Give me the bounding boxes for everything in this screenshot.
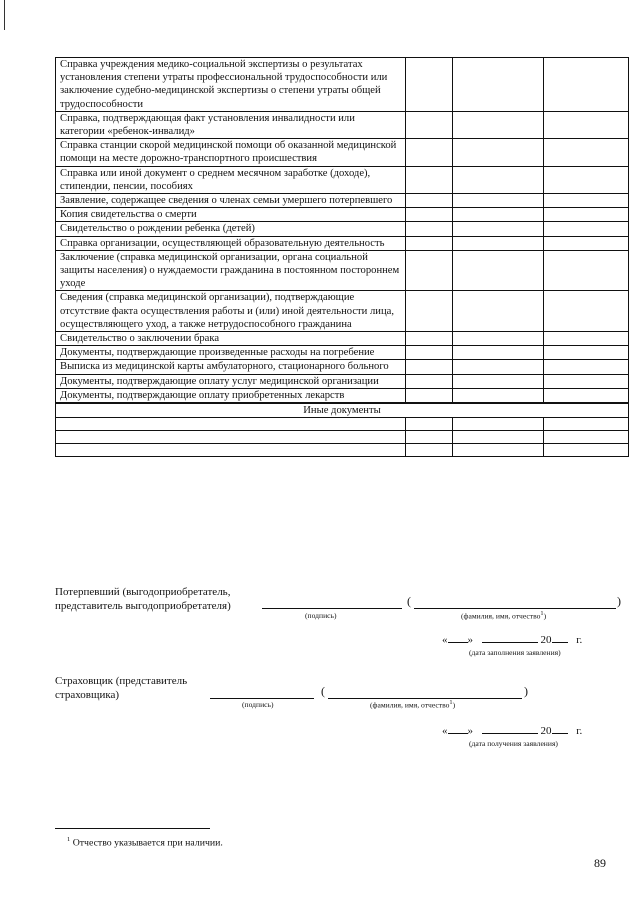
victim-name-line[interactable]	[414, 608, 616, 609]
mark-cell[interactable]	[453, 388, 544, 403]
date-year-suffix: г.	[576, 634, 583, 646]
document-row	[56, 236, 629, 250]
mark-cell[interactable]	[544, 332, 629, 346]
document-name-cell: Справка станции скорой медицинской помощи об оказанной медицинской помощи на месте дорожно-транспортного происшествия	[56, 139, 406, 166]
mark-cell[interactable]	[544, 166, 629, 193]
mark-cell[interactable]	[406, 388, 453, 403]
document-name-cell: Документы, подтверждающие оплату услуг медицинской организации	[56, 374, 406, 388]
mark-cell[interactable]	[453, 111, 544, 138]
victim-signature-label: Потерпевший (выгодоприобретатель, представитель выгодоприобретателя)	[55, 586, 231, 612]
mark-cell[interactable]	[453, 58, 544, 112]
victim-year-field[interactable]	[552, 632, 568, 643]
mark-cell[interactable]	[544, 58, 629, 112]
date-close-quote: »	[467, 725, 473, 737]
mark-cell[interactable]	[406, 166, 453, 193]
victim-signature-caption: (подпись)	[305, 611, 337, 620]
other-documents-row	[56, 418, 629, 431]
footnote	[67, 836, 223, 848]
document-name-cell: Документы, подтверждающие оплату приобретенных лекарств	[56, 388, 406, 403]
insurer-name-close-paren: )	[524, 684, 528, 698]
mark-cell[interactable]	[544, 346, 629, 360]
document-name-cell: Заключение (справка медицинской организации, органа социальной защиты населения) о нуждаемости гражданина в постоянном постороннем уходе	[56, 250, 406, 291]
mark-cell[interactable]	[453, 374, 544, 388]
mark-cell[interactable]	[453, 360, 544, 374]
victim-name-close-paren: )	[617, 594, 621, 608]
document-name-cell: Справка или иной документ о среднем месячном заработке (доходе), стипендии, пенсии, пособиях	[56, 166, 406, 193]
mark-cell[interactable]	[406, 58, 453, 112]
mark-cell[interactable]	[406, 418, 453, 431]
victim-month-field[interactable]	[482, 632, 538, 643]
mark-cell[interactable]	[544, 208, 629, 222]
insurer-date-row	[442, 723, 582, 737]
date-open-quote: «	[442, 634, 448, 646]
document-name-cell: Сведения (справка медицинской организации), подтверждающие отсутствие факта осуществления работы и (или) иной деятельности лица, осуществляющего уход, а также нетрудоспособного гражданина	[56, 291, 406, 332]
mark-cell[interactable]	[544, 194, 629, 208]
date-year-prefix: 20	[540, 725, 552, 737]
insurer-year-field[interactable]	[552, 723, 568, 734]
victim-date-row	[442, 632, 582, 646]
insurer-month-field[interactable]	[482, 723, 538, 734]
document-row	[56, 111, 629, 138]
document-row	[56, 346, 629, 360]
mark-cell[interactable]	[406, 139, 453, 166]
document-name-cell: Справка, подтверждающая факт установления инвалидности или категории «ребенок-инвалид»	[56, 111, 406, 138]
mark-cell[interactable]	[453, 346, 544, 360]
victim-day-field[interactable]	[448, 632, 468, 643]
document-name-cell[interactable]	[56, 444, 406, 457]
insurer-date-caption: (дата получения заявления)	[469, 739, 558, 748]
mark-cell[interactable]	[406, 360, 453, 374]
mark-cell[interactable]	[406, 208, 453, 222]
document-name-cell: Выписка из медицинской карты амбулаторного, стационарного больного	[56, 360, 406, 374]
mark-cell[interactable]	[406, 111, 453, 138]
mark-cell[interactable]	[406, 222, 453, 236]
mark-cell[interactable]	[453, 444, 544, 457]
insurer-signature-line[interactable]	[210, 698, 314, 699]
date-close-quote: »	[467, 634, 473, 646]
mark-cell[interactable]	[453, 236, 544, 250]
insurer-name-caption: (фамилия, имя, отчество$^1$)	[370, 699, 456, 710]
insurer-day-field[interactable]	[448, 723, 468, 734]
mark-cell[interactable]	[453, 208, 544, 222]
mark-cell[interactable]	[406, 194, 453, 208]
date-year-prefix: 20	[540, 634, 552, 646]
mark-cell[interactable]	[406, 291, 453, 332]
mark-cell[interactable]	[544, 111, 629, 138]
mark-cell[interactable]	[406, 444, 453, 457]
document-name-cell: Свидетельство о заключении брака	[56, 332, 406, 346]
document-row	[56, 332, 629, 346]
other-documents-row	[56, 444, 629, 457]
footnote-text: Отчество указывается при наличии.	[70, 837, 223, 849]
mark-cell[interactable]	[453, 431, 544, 444]
mark-cell[interactable]	[544, 291, 629, 332]
document-name-cell: Справка организации, осуществляющей образовательную деятельность	[56, 236, 406, 250]
mark-cell[interactable]	[406, 431, 453, 444]
document-row	[56, 374, 629, 388]
mark-cell[interactable]	[544, 388, 629, 403]
document-row	[56, 222, 629, 236]
other-documents-row	[56, 431, 629, 444]
mark-cell[interactable]	[453, 250, 544, 291]
scan-margin-mark	[4, 0, 7, 30]
mark-cell[interactable]	[453, 166, 544, 193]
footnote-marker: 1	[67, 836, 71, 843]
document-row	[56, 250, 629, 291]
document-row	[56, 58, 629, 112]
document-row	[56, 388, 629, 403]
page-number: 89	[594, 856, 606, 870]
mark-cell[interactable]	[544, 139, 629, 166]
mark-cell[interactable]	[406, 236, 453, 250]
footnote-divider	[55, 828, 210, 829]
mark-cell[interactable]	[453, 222, 544, 236]
document-row	[56, 291, 629, 332]
document-name-cell: Документы, подтверждающие произведенные расходы на погребение	[56, 346, 406, 360]
document-name-cell[interactable]	[56, 431, 406, 444]
mark-cell[interactable]	[453, 194, 544, 208]
victim-signature-line[interactable]	[262, 608, 402, 609]
document-name-cell: Свидетельство о рождении ребенка (детей)	[56, 222, 406, 236]
document-name-cell[interactable]	[56, 418, 406, 431]
mark-cell[interactable]	[453, 418, 544, 431]
mark-cell[interactable]	[453, 139, 544, 166]
insurer-name-open-paren: (	[321, 684, 325, 698]
mark-cell[interactable]	[544, 222, 629, 236]
date-year-suffix: г.	[576, 725, 583, 737]
insurer-signature-label: Страховщик (представитель страховщика)	[55, 675, 188, 701]
mark-cell[interactable]	[453, 291, 544, 332]
document-row	[56, 194, 629, 208]
mark-cell[interactable]	[544, 374, 629, 388]
mark-cell[interactable]	[544, 444, 629, 457]
other-documents-header: Иные документы	[56, 403, 629, 418]
document-row	[56, 166, 629, 193]
mark-cell[interactable]	[544, 418, 629, 431]
document-row	[56, 208, 629, 222]
document-row	[56, 360, 629, 374]
documents-table	[55, 57, 629, 457]
victim-date-caption: (дата заполнения заявления)	[469, 648, 561, 657]
victim-name-caption: (фамилия, имя, отчество$^1$)	[461, 610, 547, 621]
mark-cell[interactable]	[544, 250, 629, 291]
document-name-cell: Заявление, содержащее сведения о членах семьи умершего потерпевшего	[56, 194, 406, 208]
document-name-cell: Копия свидетельства о смерти	[56, 208, 406, 222]
mark-cell[interactable]	[544, 236, 629, 250]
mark-cell[interactable]	[544, 431, 629, 444]
mark-cell[interactable]	[406, 374, 453, 388]
insurer-signature-caption: (подпись)	[242, 700, 274, 709]
mark-cell[interactable]	[453, 332, 544, 346]
mark-cell[interactable]	[544, 360, 629, 374]
document-row	[56, 139, 629, 166]
documents-table-body	[56, 58, 629, 404]
date-open-quote: «	[442, 725, 448, 737]
mark-cell[interactable]	[406, 250, 453, 291]
victim-name-open-paren: (	[407, 594, 411, 608]
document-name-cell: Справка учреждения медико-социальной экспертизы о результатах установления степени утраты профессиональной трудоспособности или заключение судебно-медицинской экспертизы о степени утраты общей трудоспособности	[56, 58, 406, 112]
mark-cell[interactable]	[406, 346, 453, 360]
mark-cell[interactable]	[406, 332, 453, 346]
